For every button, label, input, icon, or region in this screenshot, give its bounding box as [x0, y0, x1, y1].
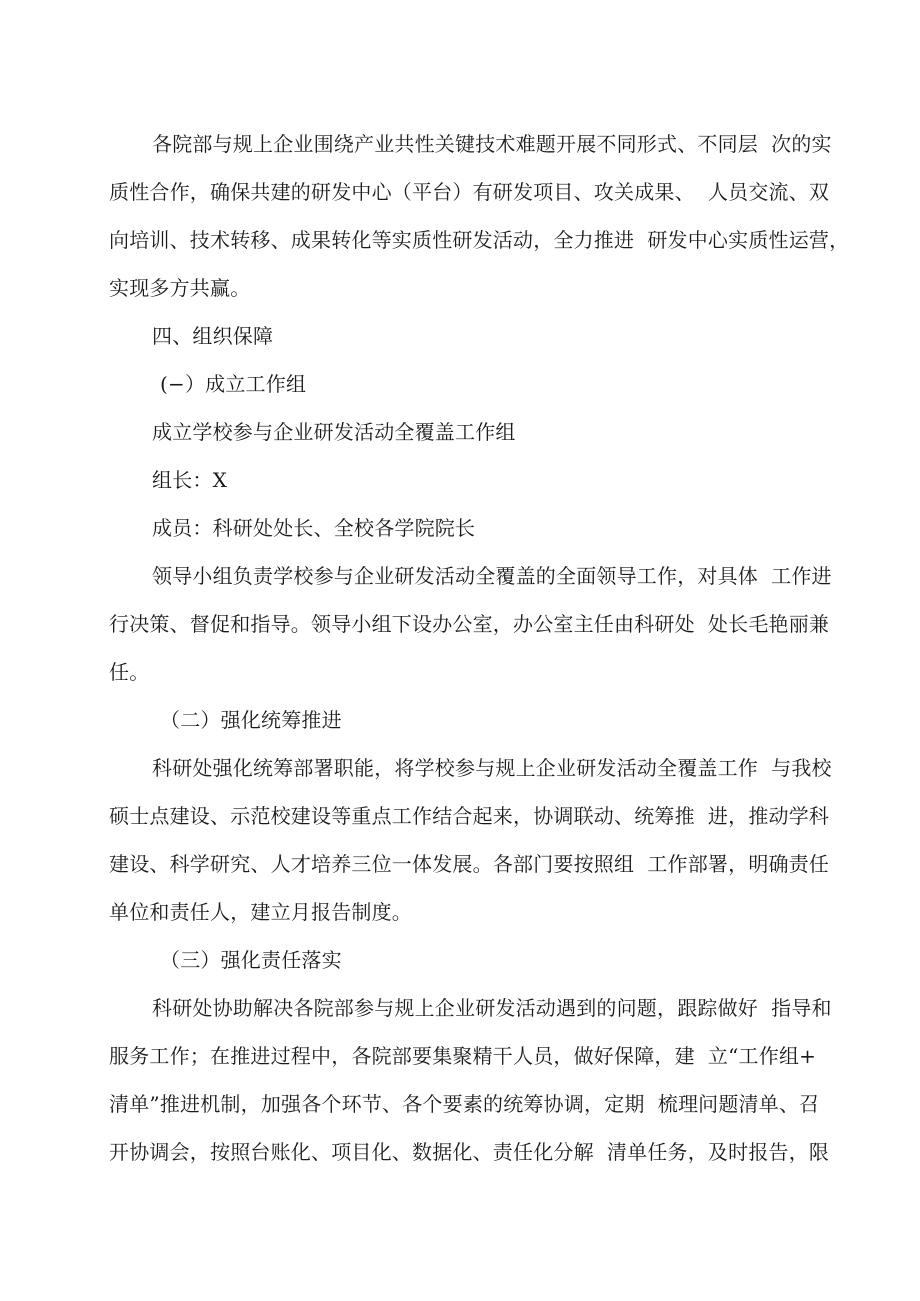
leader-line: 组长：X: [152, 468, 228, 492]
section-heading: 四、组织保障: [152, 324, 274, 348]
subsection-3-heading: （三）强化责任落实: [160, 948, 342, 972]
paragraph-2-line-1: 领导小组负责学校参与企业研发活动全覆盖的全面领导工作，对具体 工作进: [152, 564, 832, 588]
paragraph-1-line-4: 实现多方共赢。: [109, 276, 251, 300]
subsection-2-heading: （二）强化统筹推进: [160, 708, 342, 732]
paragraph-2-line-2: 行决策、督促和指导。领导小组下设办公室，办公室主任由科研处 处长毛艳丽兼: [109, 612, 830, 636]
paragraph-4-line-4: 开协调会，按照台账化、项目化、数据化、责任化分解 清单任务，及时报告，限: [109, 1140, 830, 1164]
paragraph-1-line-1: 各院部与规上企业围绕产业共性关键技术难题开展不同形式、不同层 次的实: [152, 132, 832, 156]
subsection-1-heading: (−）成立工作组: [160, 372, 307, 396]
paragraph-2-line-3: 任。: [109, 660, 150, 684]
members-line: 成员：科研处处长、全校各学院院长: [152, 516, 476, 540]
paragraph-4-line-2: 服务工作；在推进过程中，各院部要集聚精干人员，做好保障，建 立“工作组+: [109, 1044, 817, 1068]
paragraph-1-line-2: 质性合作，确保共建的研发中心（平台）有研发项目、攻关成果、 人员交流、双: [109, 180, 830, 204]
paragraph-1-line-3: 向培训、技术转移、成果转化等实质性研发活动，全力推进 研发中心实质性运营，: [109, 228, 850, 252]
paragraph-3-line-2: 硕士点建设、示范校建设等重点工作结合起来，协调联动、统筹推 进，推动学科: [109, 804, 830, 828]
paragraph-4-line-3: 清单”推进机制，加强各个环节、各个要素的统筹协调，定期 梳理问题清单、召: [109, 1092, 820, 1116]
paragraph-3-line-4: 单位和责任人，建立月报告制度。: [109, 900, 412, 924]
paragraph-3-line-1: 科研处强化统筹部署职能，将学校参与规上企业研发活动全覆盖工作 与我校: [152, 756, 832, 780]
paragraph-4-line-1: 科研处协助解决各院部参与规上企业研发活动遇到的问题，跟踪做好 指导和: [152, 996, 832, 1020]
paragraph-3-line-3: 建设、科学研究、人才培养三位一体发展。各部门要按照组 工作部署，明确责任: [109, 852, 830, 876]
workgroup-title: 成立学校参与企业研发活动全覆盖工作组: [152, 420, 516, 444]
